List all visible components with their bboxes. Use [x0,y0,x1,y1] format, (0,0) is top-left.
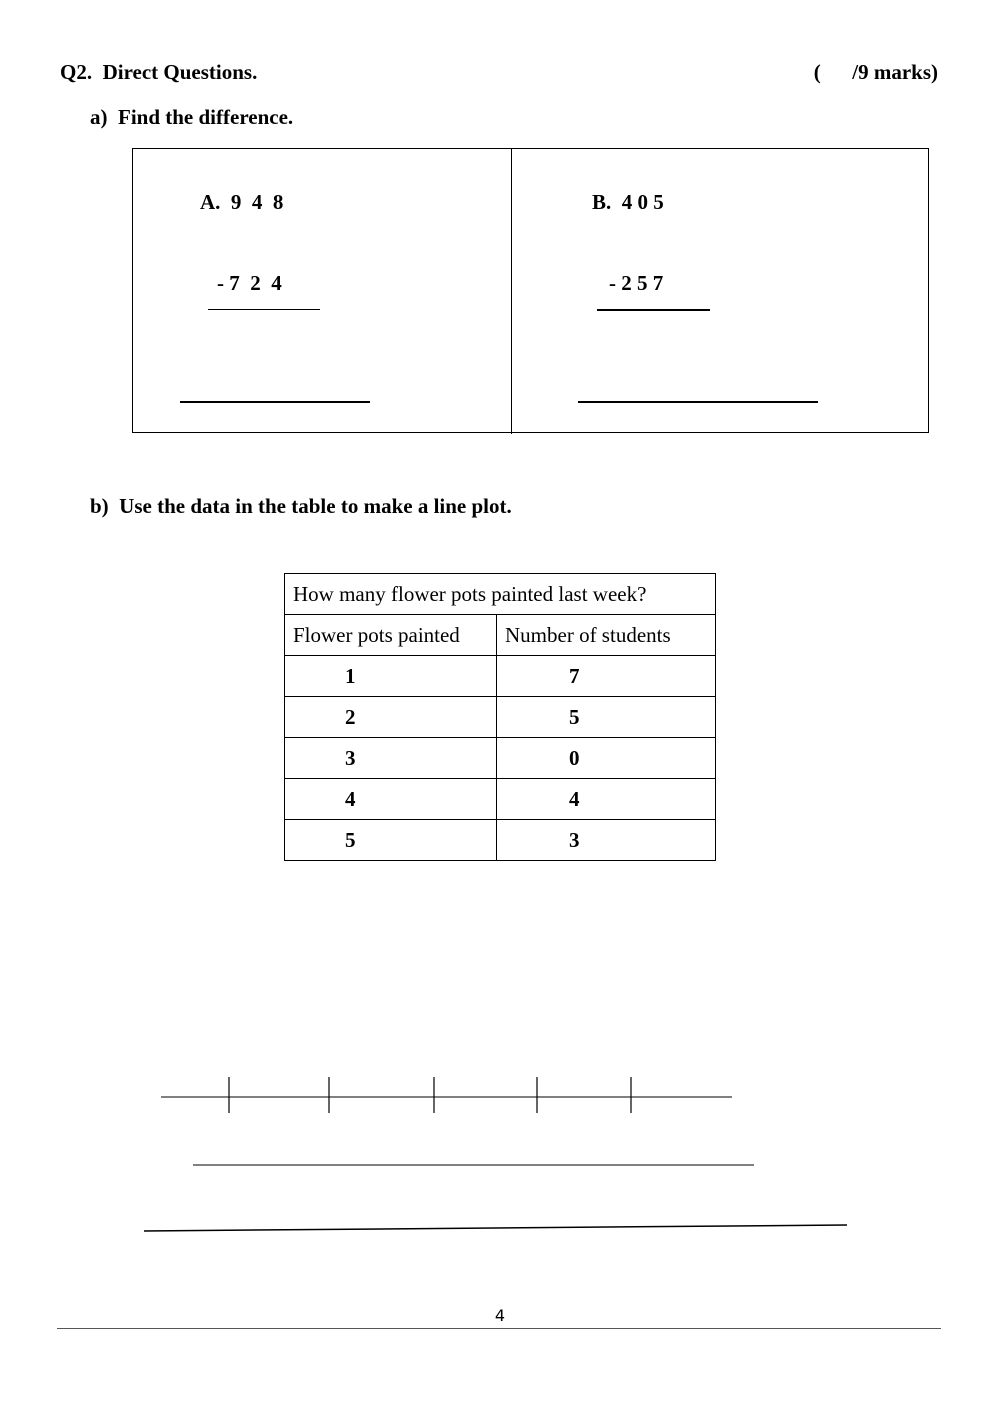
question-title: Q2. Direct Questions. [60,60,258,84]
table-cell: 7 [497,656,716,697]
title-line[interactable] [144,1225,847,1231]
problem-b-minuend: B. 4 0 5 [592,190,664,214]
table-cell: 4 [497,779,716,820]
footer-divider [57,1328,941,1329]
table-cell: 4 [285,779,497,820]
table-cell: 2 [285,697,497,738]
page-number: 4 [494,1306,506,1325]
part-b-label: b) Use the data in the table to make a line plot. [90,494,512,518]
problem-b-subtrahend: - 2 5 7 [609,271,664,295]
table-cell: 0 [497,738,716,779]
table-cell: 5 [497,697,716,738]
table-cell: 3 [497,820,716,861]
table-cell: 5 [285,820,497,861]
problem-a-minuend: A. 9 4 8 [200,190,284,214]
table-cell: 1 [285,656,497,697]
table-title: How many flower pots painted last week? [285,574,716,615]
marks-label: ( /9 marks) [813,60,938,84]
column-header: Number of students [497,615,716,656]
column-header: Flower pots painted [285,615,497,656]
table-cell: 3 [285,738,497,779]
part-a-label: a) Find the difference. [90,105,294,129]
problem-a-subtrahend: - 7 2 4 [217,271,282,295]
